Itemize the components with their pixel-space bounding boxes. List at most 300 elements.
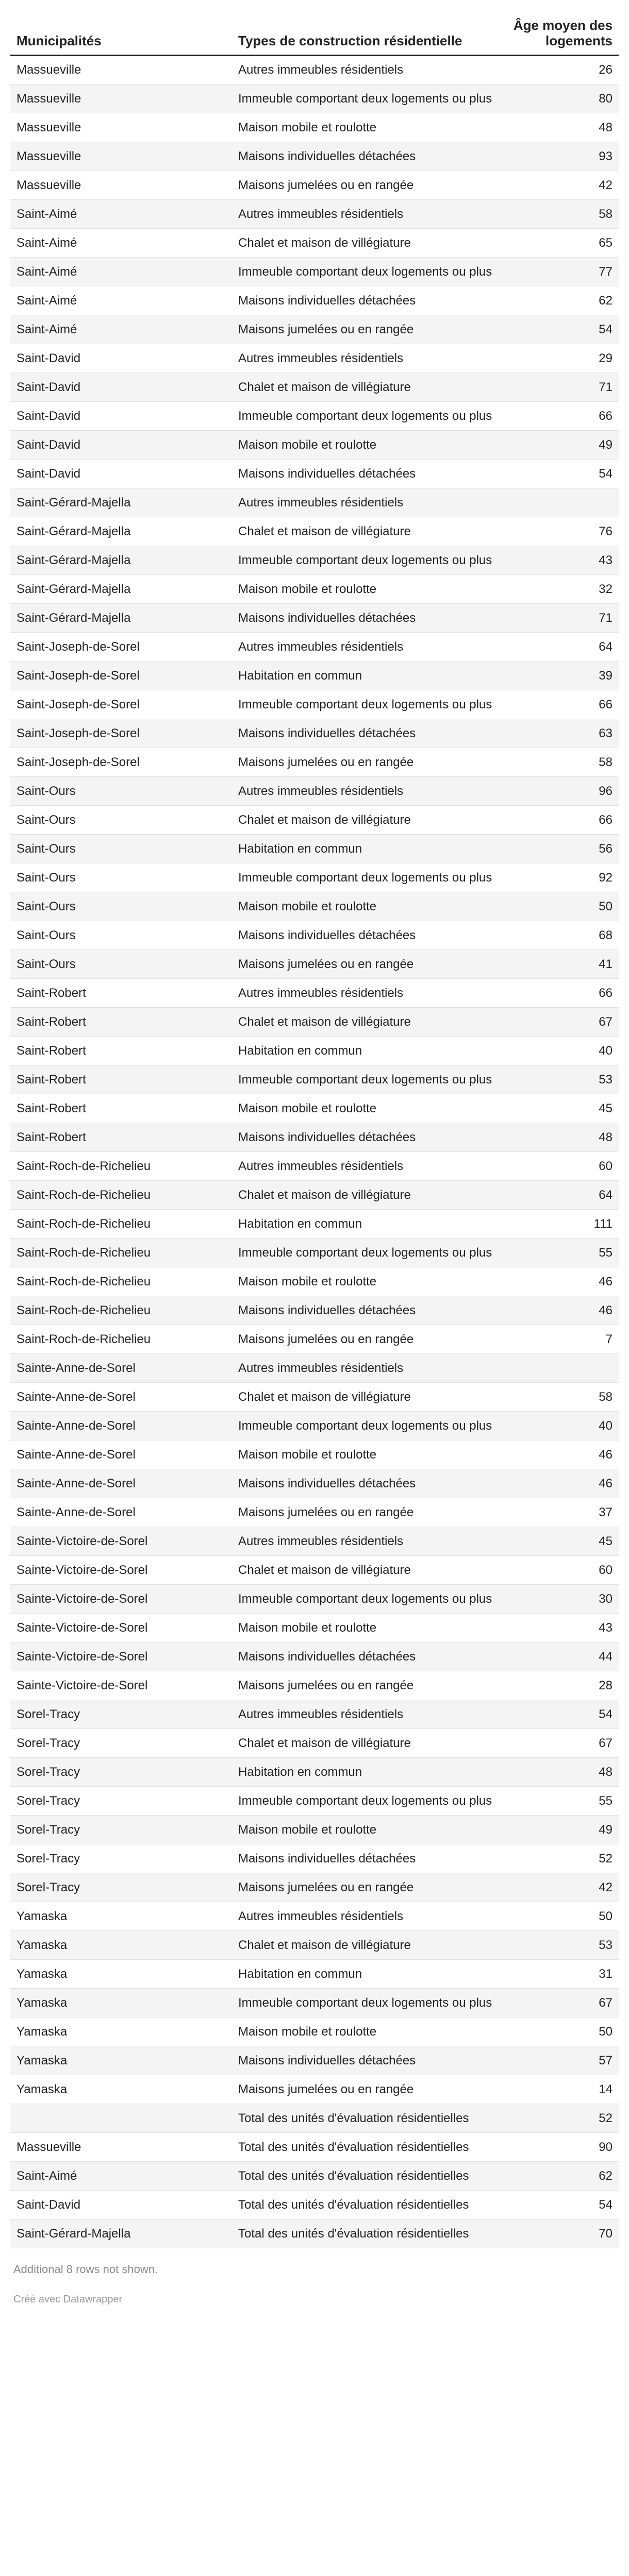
- cell-construction-type: Immeuble comportant deux logements ou plus: [232, 1065, 500, 1094]
- cell-average-age: 49: [500, 431, 619, 460]
- table-row: [10, 2046, 619, 2075]
- cell-average-age: 93: [500, 142, 619, 171]
- cell-average-age: 46: [500, 1469, 619, 1498]
- cell-municipality: Sorel-Tracy: [10, 1758, 232, 1787]
- table-notes: Additional 8 rows not shown.: [13, 2263, 158, 2276]
- cell-average-age: 53: [500, 1065, 619, 1094]
- cell-municipality: [10, 2104, 232, 2133]
- table-row: [10, 258, 619, 286]
- cell-construction-type: Maison mobile et roulotte: [232, 1614, 500, 1642]
- cell-construction-type: Immeuble comportant deux logements ou plus: [232, 402, 500, 431]
- table-row: [10, 1354, 619, 1383]
- cell-municipality: Saint-Robert: [10, 1037, 232, 1065]
- cell-construction-type: Habitation en commun: [232, 1037, 500, 1065]
- cell-municipality: Saint-Ours: [10, 806, 232, 835]
- table-row: [10, 171, 619, 200]
- cell-construction-type: Maisons jumelées ou en rangée: [232, 748, 500, 777]
- cell-construction-type: Immeuble comportant deux logements ou plus: [232, 1585, 500, 1614]
- table-row: [10, 1325, 619, 1354]
- cell-construction-type: Immeuble comportant deux logements ou plus: [232, 258, 500, 286]
- cell-average-age: 77: [500, 258, 619, 286]
- cell-construction-type: Immeuble comportant deux logements ou plus: [232, 84, 500, 113]
- cell-municipality: Sorel-Tracy: [10, 1700, 232, 1729]
- cell-average-age: 30: [500, 1585, 619, 1614]
- table-row: [10, 1614, 619, 1642]
- cell-municipality: Saint-Roch-de-Richelieu: [10, 1296, 232, 1325]
- cell-construction-type: Chalet et maison de villégiature: [232, 1729, 500, 1758]
- cell-municipality: Sorel-Tracy: [10, 1816, 232, 1844]
- cell-construction-type: Total des unités d'évaluation résidentielles: [232, 2219, 500, 2248]
- cell-average-age: 50: [500, 892, 619, 921]
- cell-average-age: 52: [500, 2104, 619, 2133]
- cell-average-age: 37: [500, 1498, 619, 1527]
- cell-average-age: 55: [500, 1787, 619, 1816]
- cell-construction-type: Maisons individuelles détachées: [232, 1642, 500, 1671]
- table-row: [10, 1383, 619, 1412]
- cell-average-age: 7: [500, 1325, 619, 1354]
- column-header-construction-type[interactable]: Types de construction résidentielle: [232, 12, 500, 56]
- table-row: [10, 1181, 619, 1210]
- cell-average-age: 67: [500, 1989, 619, 2018]
- table-row: [10, 2162, 619, 2191]
- cell-municipality: Sainte-Anne-de-Sorel: [10, 1440, 232, 1469]
- cell-average-age: 50: [500, 1902, 619, 1931]
- cell-municipality: Sorel-Tracy: [10, 1729, 232, 1758]
- cell-average-age: 65: [500, 229, 619, 258]
- cell-construction-type: Total des unités d'évaluation résidentielles: [232, 2133, 500, 2162]
- table-row: [10, 633, 619, 662]
- cell-municipality: Saint-Ours: [10, 892, 232, 921]
- cell-average-age: 68: [500, 921, 619, 950]
- cell-average-age: 48: [500, 1123, 619, 1152]
- cell-average-age: 90: [500, 2133, 619, 2162]
- table-row: [10, 1152, 619, 1181]
- cell-municipality: Sainte-Victoire-de-Sorel: [10, 1527, 232, 1556]
- cell-average-age: 43: [500, 546, 619, 575]
- column-header-municipalities[interactable]: Municipalités: [10, 12, 232, 56]
- cell-municipality: Saint-Ours: [10, 921, 232, 950]
- cell-average-age: 46: [500, 1267, 619, 1296]
- cell-municipality: Saint-Roch-de-Richelieu: [10, 1267, 232, 1296]
- cell-municipality: Yamaska: [10, 1931, 232, 1960]
- cell-municipality: Saint-Joseph-de-Sorel: [10, 719, 232, 748]
- table-row: [10, 1989, 619, 2018]
- cell-average-age: 67: [500, 1008, 619, 1037]
- table-row: [10, 892, 619, 921]
- cell-average-age: 45: [500, 1527, 619, 1556]
- cell-construction-type: Immeuble comportant deux logements ou plus: [232, 1412, 500, 1440]
- table-row: [10, 1556, 619, 1585]
- cell-average-age: 44: [500, 1642, 619, 1671]
- cell-municipality: Saint-David: [10, 2191, 232, 2219]
- cell-construction-type: Autres immeubles résidentiels: [232, 1527, 500, 1556]
- cell-average-age: 48: [500, 1758, 619, 1787]
- cell-construction-type: Maison mobile et roulotte: [232, 1267, 500, 1296]
- table-header-row: [10, 12, 619, 56]
- cell-municipality: Saint-Aimé: [10, 258, 232, 286]
- table-row: [10, 315, 619, 344]
- cell-construction-type: Maisons individuelles détachées: [232, 1123, 500, 1152]
- table-row: [10, 1787, 619, 1816]
- cell-municipality: Saint-Gérard-Majella: [10, 604, 232, 633]
- table-row: [10, 1931, 619, 1960]
- cell-municipality: Massueville: [10, 113, 232, 142]
- cell-municipality: Saint-Aimé: [10, 2162, 232, 2191]
- cell-municipality: Saint-Gérard-Majella: [10, 546, 232, 575]
- table-row: [10, 1729, 619, 1758]
- cell-construction-type: Maisons jumelées ou en rangée: [232, 315, 500, 344]
- cell-average-age: 48: [500, 113, 619, 142]
- cell-construction-type: Total des unités d'évaluation résidentielles: [232, 2162, 500, 2191]
- table-row: [10, 1498, 619, 1527]
- cell-construction-type: Maison mobile et roulotte: [232, 1094, 500, 1123]
- cell-construction-type: Maisons individuelles détachées: [232, 604, 500, 633]
- cell-construction-type: Maison mobile et roulotte: [232, 892, 500, 921]
- cell-average-age: 29: [500, 344, 619, 373]
- cell-municipality: Sorel-Tracy: [10, 1787, 232, 1816]
- table-row: [10, 1440, 619, 1469]
- cell-municipality: Saint-Robert: [10, 1123, 232, 1152]
- cell-average-age: 66: [500, 806, 619, 835]
- cell-average-age: 58: [500, 200, 619, 229]
- cell-average-age: 46: [500, 1440, 619, 1469]
- cell-average-age: 58: [500, 748, 619, 777]
- cell-average-age: 60: [500, 1556, 619, 1585]
- cell-construction-type: Maisons individuelles détachées: [232, 1844, 500, 1873]
- table-row: [10, 1094, 619, 1123]
- cell-construction-type: Maisons individuelles détachées: [232, 286, 500, 315]
- table-row: [10, 2191, 619, 2219]
- cell-construction-type: Maison mobile et roulotte: [232, 431, 500, 460]
- table-row: [10, 950, 619, 979]
- cell-average-age: 71: [500, 373, 619, 402]
- cell-municipality: Saint-Robert: [10, 1094, 232, 1123]
- cell-average-age: 43: [500, 1614, 619, 1642]
- cell-construction-type: Maisons individuelles détachées: [232, 1296, 500, 1325]
- table-row: [10, 1873, 619, 1902]
- table-row: [10, 2018, 619, 2046]
- cell-average-age: 80: [500, 84, 619, 113]
- cell-average-age: 58: [500, 1383, 619, 1412]
- data-table: [10, 12, 619, 2248]
- cell-average-age: [500, 1354, 619, 1383]
- cell-municipality: Saint-Aimé: [10, 229, 232, 258]
- cell-construction-type: Maisons jumelées ou en rangée: [232, 2075, 500, 2104]
- cell-average-age: 49: [500, 1816, 619, 1844]
- table-row: [10, 546, 619, 575]
- cell-municipality: Saint-Gérard-Majella: [10, 517, 232, 546]
- table-row: [10, 1527, 619, 1556]
- cell-average-age: 54: [500, 315, 619, 344]
- cell-average-age: [500, 488, 619, 517]
- cell-average-age: 26: [500, 56, 619, 84]
- table-row: [10, 229, 619, 258]
- cell-average-age: 71: [500, 604, 619, 633]
- cell-construction-type: Autres immeubles résidentiels: [232, 1354, 500, 1383]
- table-row: [10, 517, 619, 546]
- table-row: [10, 2104, 619, 2133]
- cell-construction-type: Maisons jumelées ou en rangée: [232, 1873, 500, 1902]
- cell-municipality: Saint-Gérard-Majella: [10, 488, 232, 517]
- cell-average-age: 45: [500, 1094, 619, 1123]
- cell-municipality: Massueville: [10, 56, 232, 84]
- table-row: [10, 1902, 619, 1931]
- cell-construction-type: Chalet et maison de villégiature: [232, 373, 500, 402]
- cell-municipality: Saint-Aimé: [10, 286, 232, 315]
- table-row: [10, 979, 619, 1008]
- cell-municipality: Saint-Gérard-Majella: [10, 575, 232, 604]
- cell-construction-type: Chalet et maison de villégiature: [232, 229, 500, 258]
- cell-municipality: Saint-David: [10, 460, 232, 488]
- cell-average-age: 64: [500, 633, 619, 662]
- table-row: [10, 1642, 619, 1671]
- cell-construction-type: Maisons jumelées ou en rangée: [232, 1325, 500, 1354]
- table-row: [10, 1816, 619, 1844]
- cell-average-age: 32: [500, 575, 619, 604]
- cell-construction-type: Chalet et maison de villégiature: [232, 1556, 500, 1585]
- cell-municipality: Sainte-Anne-de-Sorel: [10, 1469, 232, 1498]
- table-row: [10, 56, 619, 84]
- cell-average-age: 41: [500, 950, 619, 979]
- cell-average-age: 70: [500, 2219, 619, 2248]
- cell-average-age: 64: [500, 1181, 619, 1210]
- cell-construction-type: Habitation en commun: [232, 1210, 500, 1239]
- cell-municipality: Saint-Joseph-de-Sorel: [10, 662, 232, 690]
- cell-construction-type: Chalet et maison de villégiature: [232, 517, 500, 546]
- cell-construction-type: Maisons individuelles détachées: [232, 719, 500, 748]
- cell-construction-type: Maisons jumelées ou en rangée: [232, 171, 500, 200]
- table-row: [10, 1267, 619, 1296]
- cell-construction-type: Autres immeubles résidentiels: [232, 1700, 500, 1729]
- table-row: [10, 488, 619, 517]
- cell-average-age: 54: [500, 1700, 619, 1729]
- cell-construction-type: Habitation en commun: [232, 662, 500, 690]
- cell-construction-type: Immeuble comportant deux logements ou plus: [232, 863, 500, 892]
- table-row: [10, 344, 619, 373]
- cell-municipality: Sainte-Victoire-de-Sorel: [10, 1642, 232, 1671]
- cell-construction-type: Maison mobile et roulotte: [232, 2018, 500, 2046]
- cell-average-age: 66: [500, 690, 619, 719]
- cell-construction-type: Maisons individuelles détachées: [232, 142, 500, 171]
- cell-municipality: Yamaska: [10, 1960, 232, 1989]
- cell-municipality: Sainte-Anne-de-Sorel: [10, 1383, 232, 1412]
- cell-municipality: Yamaska: [10, 1989, 232, 2018]
- cell-average-age: 42: [500, 171, 619, 200]
- cell-construction-type: Maisons individuelles détachées: [232, 460, 500, 488]
- cell-municipality: Sainte-Anne-de-Sorel: [10, 1354, 232, 1383]
- cell-construction-type: Immeuble comportant deux logements ou plus: [232, 690, 500, 719]
- cell-average-age: 31: [500, 1960, 619, 1989]
- cell-construction-type: Maisons individuelles détachées: [232, 1469, 500, 1498]
- cell-average-age: 42: [500, 1873, 619, 1902]
- table-row: [10, 1239, 619, 1267]
- cell-construction-type: Autres immeubles résidentiels: [232, 1902, 500, 1931]
- cell-average-age: 55: [500, 1239, 619, 1267]
- table-row: [10, 1585, 619, 1614]
- cell-municipality: Yamaska: [10, 1902, 232, 1931]
- cell-municipality: Saint-Roch-de-Richelieu: [10, 1325, 232, 1354]
- table-row: [10, 402, 619, 431]
- cell-municipality: Sorel-Tracy: [10, 1844, 232, 1873]
- cell-construction-type: Chalet et maison de villégiature: [232, 1181, 500, 1210]
- cell-construction-type: Autres immeubles résidentiels: [232, 1152, 500, 1181]
- cell-construction-type: Maisons jumelées ou en rangée: [232, 1498, 500, 1527]
- table-row: [10, 373, 619, 402]
- cell-municipality: Saint-Roch-de-Richelieu: [10, 1210, 232, 1239]
- cell-construction-type: Autres immeubles résidentiels: [232, 488, 500, 517]
- cell-construction-type: Immeuble comportant deux logements ou plus: [232, 1787, 500, 1816]
- table-row: [10, 835, 619, 863]
- cell-construction-type: Autres immeubles résidentiels: [232, 344, 500, 373]
- cell-municipality: Saint-Ours: [10, 863, 232, 892]
- table-row: [10, 604, 619, 633]
- table-row: [10, 286, 619, 315]
- cell-municipality: Sainte-Anne-de-Sorel: [10, 1412, 232, 1440]
- column-header-average-age[interactable]: Âge moyen des logements: [500, 12, 619, 56]
- cell-municipality: Saint-Ours: [10, 835, 232, 863]
- cell-construction-type: Maisons jumelées ou en rangée: [232, 1671, 500, 1700]
- cell-municipality: Sainte-Victoire-de-Sorel: [10, 1671, 232, 1700]
- cell-average-age: 66: [500, 979, 619, 1008]
- cell-municipality: Saint-Joseph-de-Sorel: [10, 748, 232, 777]
- cell-municipality: Saint-David: [10, 373, 232, 402]
- cell-average-age: 67: [500, 1729, 619, 1758]
- cell-municipality: Saint-Joseph-de-Sorel: [10, 690, 232, 719]
- cell-municipality: Saint-Roch-de-Richelieu: [10, 1239, 232, 1267]
- table-row: [10, 1037, 619, 1065]
- cell-construction-type: Immeuble comportant deux logements ou plus: [232, 1989, 500, 2018]
- cell-municipality: Massueville: [10, 2133, 232, 2162]
- cell-municipality: Saint-David: [10, 431, 232, 460]
- table-row: [10, 863, 619, 892]
- cell-construction-type: Maisons individuelles détachées: [232, 921, 500, 950]
- cell-average-age: 76: [500, 517, 619, 546]
- cell-average-age: 53: [500, 1931, 619, 1960]
- cell-municipality: Sainte-Victoire-de-Sorel: [10, 1556, 232, 1585]
- cell-municipality: Saint-Robert: [10, 1008, 232, 1037]
- cell-construction-type: Maison mobile et roulotte: [232, 1440, 500, 1469]
- cell-average-age: 14: [500, 2075, 619, 2104]
- table-row: [10, 690, 619, 719]
- cell-average-age: 50: [500, 2018, 619, 2046]
- cell-average-age: 96: [500, 777, 619, 806]
- cell-municipality: Sainte-Victoire-de-Sorel: [10, 1614, 232, 1642]
- cell-construction-type: Chalet et maison de villégiature: [232, 1008, 500, 1037]
- cell-average-age: 111: [500, 1210, 619, 1239]
- cell-average-age: 40: [500, 1037, 619, 1065]
- table-row: [10, 1123, 619, 1152]
- table-row: [10, 1065, 619, 1094]
- table-row: [10, 662, 619, 690]
- cell-average-age: 46: [500, 1296, 619, 1325]
- cell-municipality: Saint-Ours: [10, 950, 232, 979]
- cell-municipality: Saint-David: [10, 402, 232, 431]
- table-row: [10, 2075, 619, 2104]
- cell-construction-type: Autres immeubles résidentiels: [232, 200, 500, 229]
- table-row: [10, 431, 619, 460]
- cell-municipality: Saint-Roch-de-Richelieu: [10, 1181, 232, 1210]
- cell-average-age: 57: [500, 2046, 619, 2075]
- cell-average-age: 54: [500, 460, 619, 488]
- table-row: [10, 1469, 619, 1498]
- cell-construction-type: Total des unités d'évaluation résidentielles: [232, 2191, 500, 2219]
- table-row: [10, 1008, 619, 1037]
- cell-municipality: Saint-Roch-de-Richelieu: [10, 1152, 232, 1181]
- table-body: [10, 56, 619, 2248]
- cell-construction-type: Autres immeubles résidentiels: [232, 777, 500, 806]
- cell-municipality: Saint-Robert: [10, 979, 232, 1008]
- cell-construction-type: Habitation en commun: [232, 1960, 500, 1989]
- cell-municipality: Massueville: [10, 84, 232, 113]
- cell-municipality: Saint-Aimé: [10, 200, 232, 229]
- cell-municipality: Sorel-Tracy: [10, 1873, 232, 1902]
- cell-construction-type: Maison mobile et roulotte: [232, 113, 500, 142]
- table-row: [10, 84, 619, 113]
- cell-average-age: 66: [500, 402, 619, 431]
- cell-municipality: Yamaska: [10, 2018, 232, 2046]
- cell-municipality: Saint-David: [10, 344, 232, 373]
- table-row: [10, 1844, 619, 1873]
- cell-average-age: 54: [500, 2191, 619, 2219]
- cell-construction-type: Immeuble comportant deux logements ou plus: [232, 1239, 500, 1267]
- table-row: [10, 142, 619, 171]
- table-row: [10, 575, 619, 604]
- cell-average-age: 28: [500, 1671, 619, 1700]
- table-row: [10, 1700, 619, 1729]
- cell-municipality: Saint-Ours: [10, 777, 232, 806]
- table-row: [10, 200, 619, 229]
- cell-municipality: Massueville: [10, 142, 232, 171]
- table-row: [10, 2219, 619, 2248]
- cell-construction-type: Habitation en commun: [232, 835, 500, 863]
- credit-link[interactable]: Créé avec Datawrapper: [13, 2294, 123, 2305]
- table-row: [10, 748, 619, 777]
- table-row: [10, 1758, 619, 1787]
- table-row: [10, 113, 619, 142]
- cell-average-age: 62: [500, 286, 619, 315]
- cell-construction-type: Chalet et maison de villégiature: [232, 806, 500, 835]
- cell-construction-type: Immeuble comportant deux logements ou plus: [232, 546, 500, 575]
- cell-construction-type: Maisons jumelées ou en rangée: [232, 950, 500, 979]
- cell-average-age: 60: [500, 1152, 619, 1181]
- cell-construction-type: Maison mobile et roulotte: [232, 1816, 500, 1844]
- cell-municipality: Yamaska: [10, 2075, 232, 2104]
- cell-average-age: 63: [500, 719, 619, 748]
- cell-construction-type: Chalet et maison de villégiature: [232, 1383, 500, 1412]
- cell-average-age: 52: [500, 1844, 619, 1873]
- cell-average-age: 92: [500, 863, 619, 892]
- cell-construction-type: Autres immeubles résidentiels: [232, 56, 500, 84]
- cell-municipality: Saint-Joseph-de-Sorel: [10, 633, 232, 662]
- cell-average-age: 39: [500, 662, 619, 690]
- cell-municipality: Saint-Aimé: [10, 315, 232, 344]
- table-row: [10, 719, 619, 748]
- cell-construction-type: Maison mobile et roulotte: [232, 575, 500, 604]
- table-row: [10, 1671, 619, 1700]
- cell-average-age: 40: [500, 1412, 619, 1440]
- cell-construction-type: Chalet et maison de villégiature: [232, 1931, 500, 1960]
- cell-municipality: Massueville: [10, 171, 232, 200]
- cell-municipality: Yamaska: [10, 2046, 232, 2075]
- cell-municipality: Sainte-Victoire-de-Sorel: [10, 1585, 232, 1614]
- table-row: [10, 1296, 619, 1325]
- cell-construction-type: Autres immeubles résidentiels: [232, 979, 500, 1008]
- cell-average-age: 62: [500, 2162, 619, 2191]
- table-row: [10, 777, 619, 806]
- cell-construction-type: Total des unités d'évaluation résidentielles: [232, 2104, 500, 2133]
- cell-municipality: Sainte-Anne-de-Sorel: [10, 1498, 232, 1527]
- cell-municipality: Saint-Robert: [10, 1065, 232, 1094]
